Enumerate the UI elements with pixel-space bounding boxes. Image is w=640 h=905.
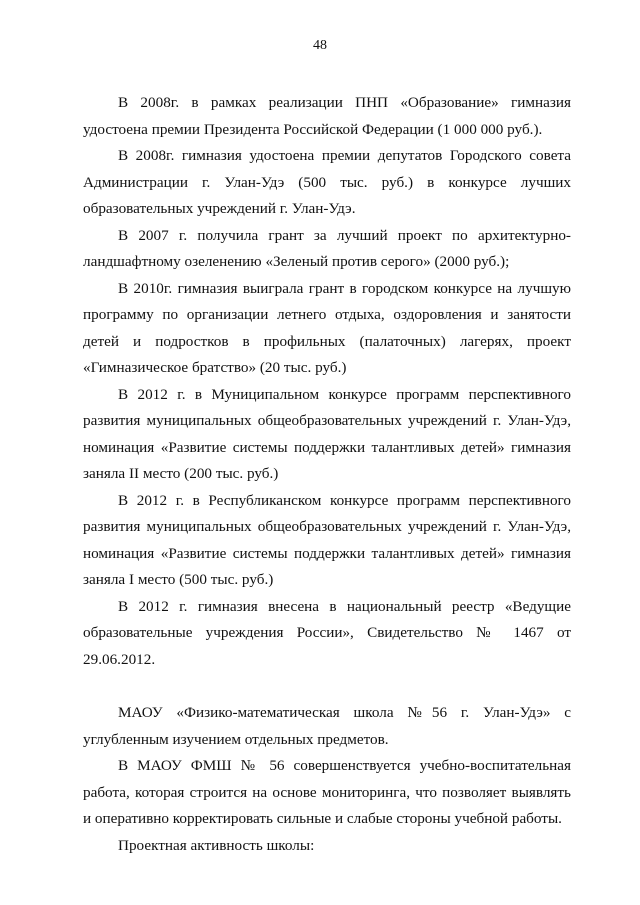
paragraph-national-registry: В 2012 г. гимназия внесена в национальный реестр «Ведущие образовательные учреждения России», Свидетельство № 1467 от 29.06.2012. xyxy=(83,597,571,668)
paragraph-landscaping-grant: В 2007 г. получила грант за лучший проект по архитектурно-ландшафтному озеленению «Зеленый против серого» (2000 руб.); xyxy=(83,226,571,270)
paragraph-school-work: В МАОУ ФМШ № 56 совершенствуется учебно-воспитательная работа, которая строится на основе мониторинга, что позволяет выявлять и оперативно корректировать сильные и слабые стороны учебной работы. xyxy=(83,757,571,827)
paragraph-project-activity: Проектная активность школы: xyxy=(118,836,315,854)
page-number: 48 xyxy=(313,38,327,53)
document-body xyxy=(83,90,571,859)
paragraph-city-council-award: В 2008г. гимназия удостоена премии депутатов Городского совета Администрации г. Улан-Удэ (500 тыс. руб.) в конкурсе лучших образовательных учреждений г. Улан-Удэ. xyxy=(83,147,571,217)
paragraph-president-award: В 2008г. в рамках реализации ПНП «Образование» гимназия удостоена премии Президента Российской Федерации (1 000 000 руб.). xyxy=(83,94,571,138)
paragraph-republic-contest: В 2012 г. в Республиканском конкурсе программ перспективного развития муниципальных общеобразовательных учреждений г. Улан-Удэ, номинация «Развитие системы поддержки талантливых детей» гимназия заняла I место (500 тыс. руб.) xyxy=(83,491,571,588)
paragraph-municipal-contest: В 2012 г. в Муниципальном конкурсе программ перспективного развития муниципальных общеобразовательных учреждений г. Улан-Удэ, номинация «Развитие системы поддержки талантливых детей» гимназия заняла II место (200 тыс. руб.) xyxy=(83,385,571,482)
paragraph-school-heading: МАОУ «Физико-математическая школа №56 г. Улан-Удэ» с углубленным изучением отдельных предметов. xyxy=(83,704,571,748)
paragraph-summer-program-grant: В 2010г. гимназия выиграла грант в городском конкурсе на лучшую программу по организации летнего отдыха, оздоровления и занятости детей и подростков в профильных (палаточных) лагерях, проект «Гимназическое братство» (20 тыс. руб.) xyxy=(83,279,571,376)
